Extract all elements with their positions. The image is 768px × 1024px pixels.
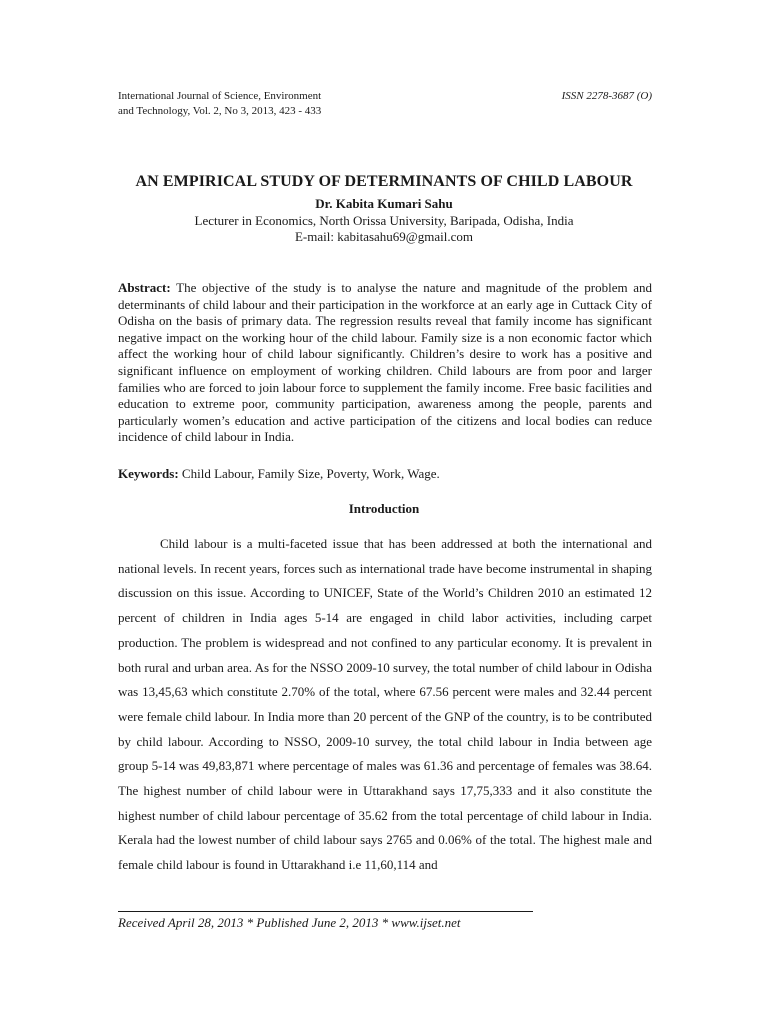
author-name: Dr. Kabita Kumari Sahu [315,196,453,211]
introduction-text: Child labour is a multi-faceted issue that has been addressed at both the international and national levels. In recent years, forces such as international trade have become instrumental in shaping discussion on this issue. According to UNICEF, State of the World’s Children 2010 an estimated 12 percent of children in India ages 5-14 are engaged in child labor activities, including carpet production. The problem is widespread and not confined to any particular economy. It is prevalent in both rural and urban area. As for the NSSO 2009-10 survey, the total number of child labour in Odisha was 13,45,63 which constitute 2.70% of the total, where 67.56 percent were males and 32.44 percent were female child labour. In India more than 20 percent of the GNP of the country, is to be contributed by child labour. According to NSSO, 2009-10 survey, the total child labour in India between age group 5-14 was 49,83,871 where percentage of males was 61.36 and percentage of females was 38.64. The highest number of child labour were in Uttarakhand says 17,75,333 and it also constitute the highest number of child labour percentage of 35.62 from the total percentage of child labour in India. Kerala had the lowest number of child labour says 2765 and 0.06% of the total. The highest male and female child labour is found in Uttarakhand i.e 11,60,114 and [118,536,652,873]
author-email: E-mail: kabitasahu69@gmail.com [294,229,474,244]
paper-title: AN EMPIRICAL STUDY OF DETERMINANTS OF CHILD LABOUR [135,173,633,190]
issn: ISSN 2278-3687 (O) [561,90,652,102]
journal-citation [118,89,418,119]
author-affiliation: Lecturer in Economics, North Orissa University, Baripada, Odisha, India [194,212,574,228]
keywords [118,466,652,483]
abstract-label: Abstract: [118,280,171,295]
journal-line-2: and Technology, Vol. 2, No 3, 2013, 423 - 433 [118,105,322,117]
introduction-paragraph [118,532,652,878]
section-heading-introduction: Introduction [348,501,420,516]
author-block [0,196,768,246]
abstract [118,280,652,446]
abstract-text: The objective of the study is to analyse the nature and magnitude of the problem and determinants of child labour and their participation in the workforce at an early age in Cuttack City of Odisha on the basis of primary data. The regression results reveal that family income has significant negative impact on the working hour of the child labour. Family size is a non economic factor which affect the working hour of child labour significantly. Children’s desire to work has a positive and significant influence on employment of working children. Child labours are from poor and larger families who are forced to join labour force to supplement the family income. Free basic facilities and education to extreme poor, community participation, awareness among the people, parents and particularly women’s education and active participation of the citizens and local bodies can reduce incidence of child labour in India. [118,280,652,445]
keywords-text: Child Labour, Family Size, Poverty, Work, Wage. [181,466,440,481]
publication-footer: Received April 28, 2013 * Published June 2, 2013 * www.ijset.net [118,915,461,930]
journal-line-1: International Journal of Science, Environment [118,90,322,102]
keywords-label: Keywords: [118,466,179,481]
footer-divider [118,911,533,912]
